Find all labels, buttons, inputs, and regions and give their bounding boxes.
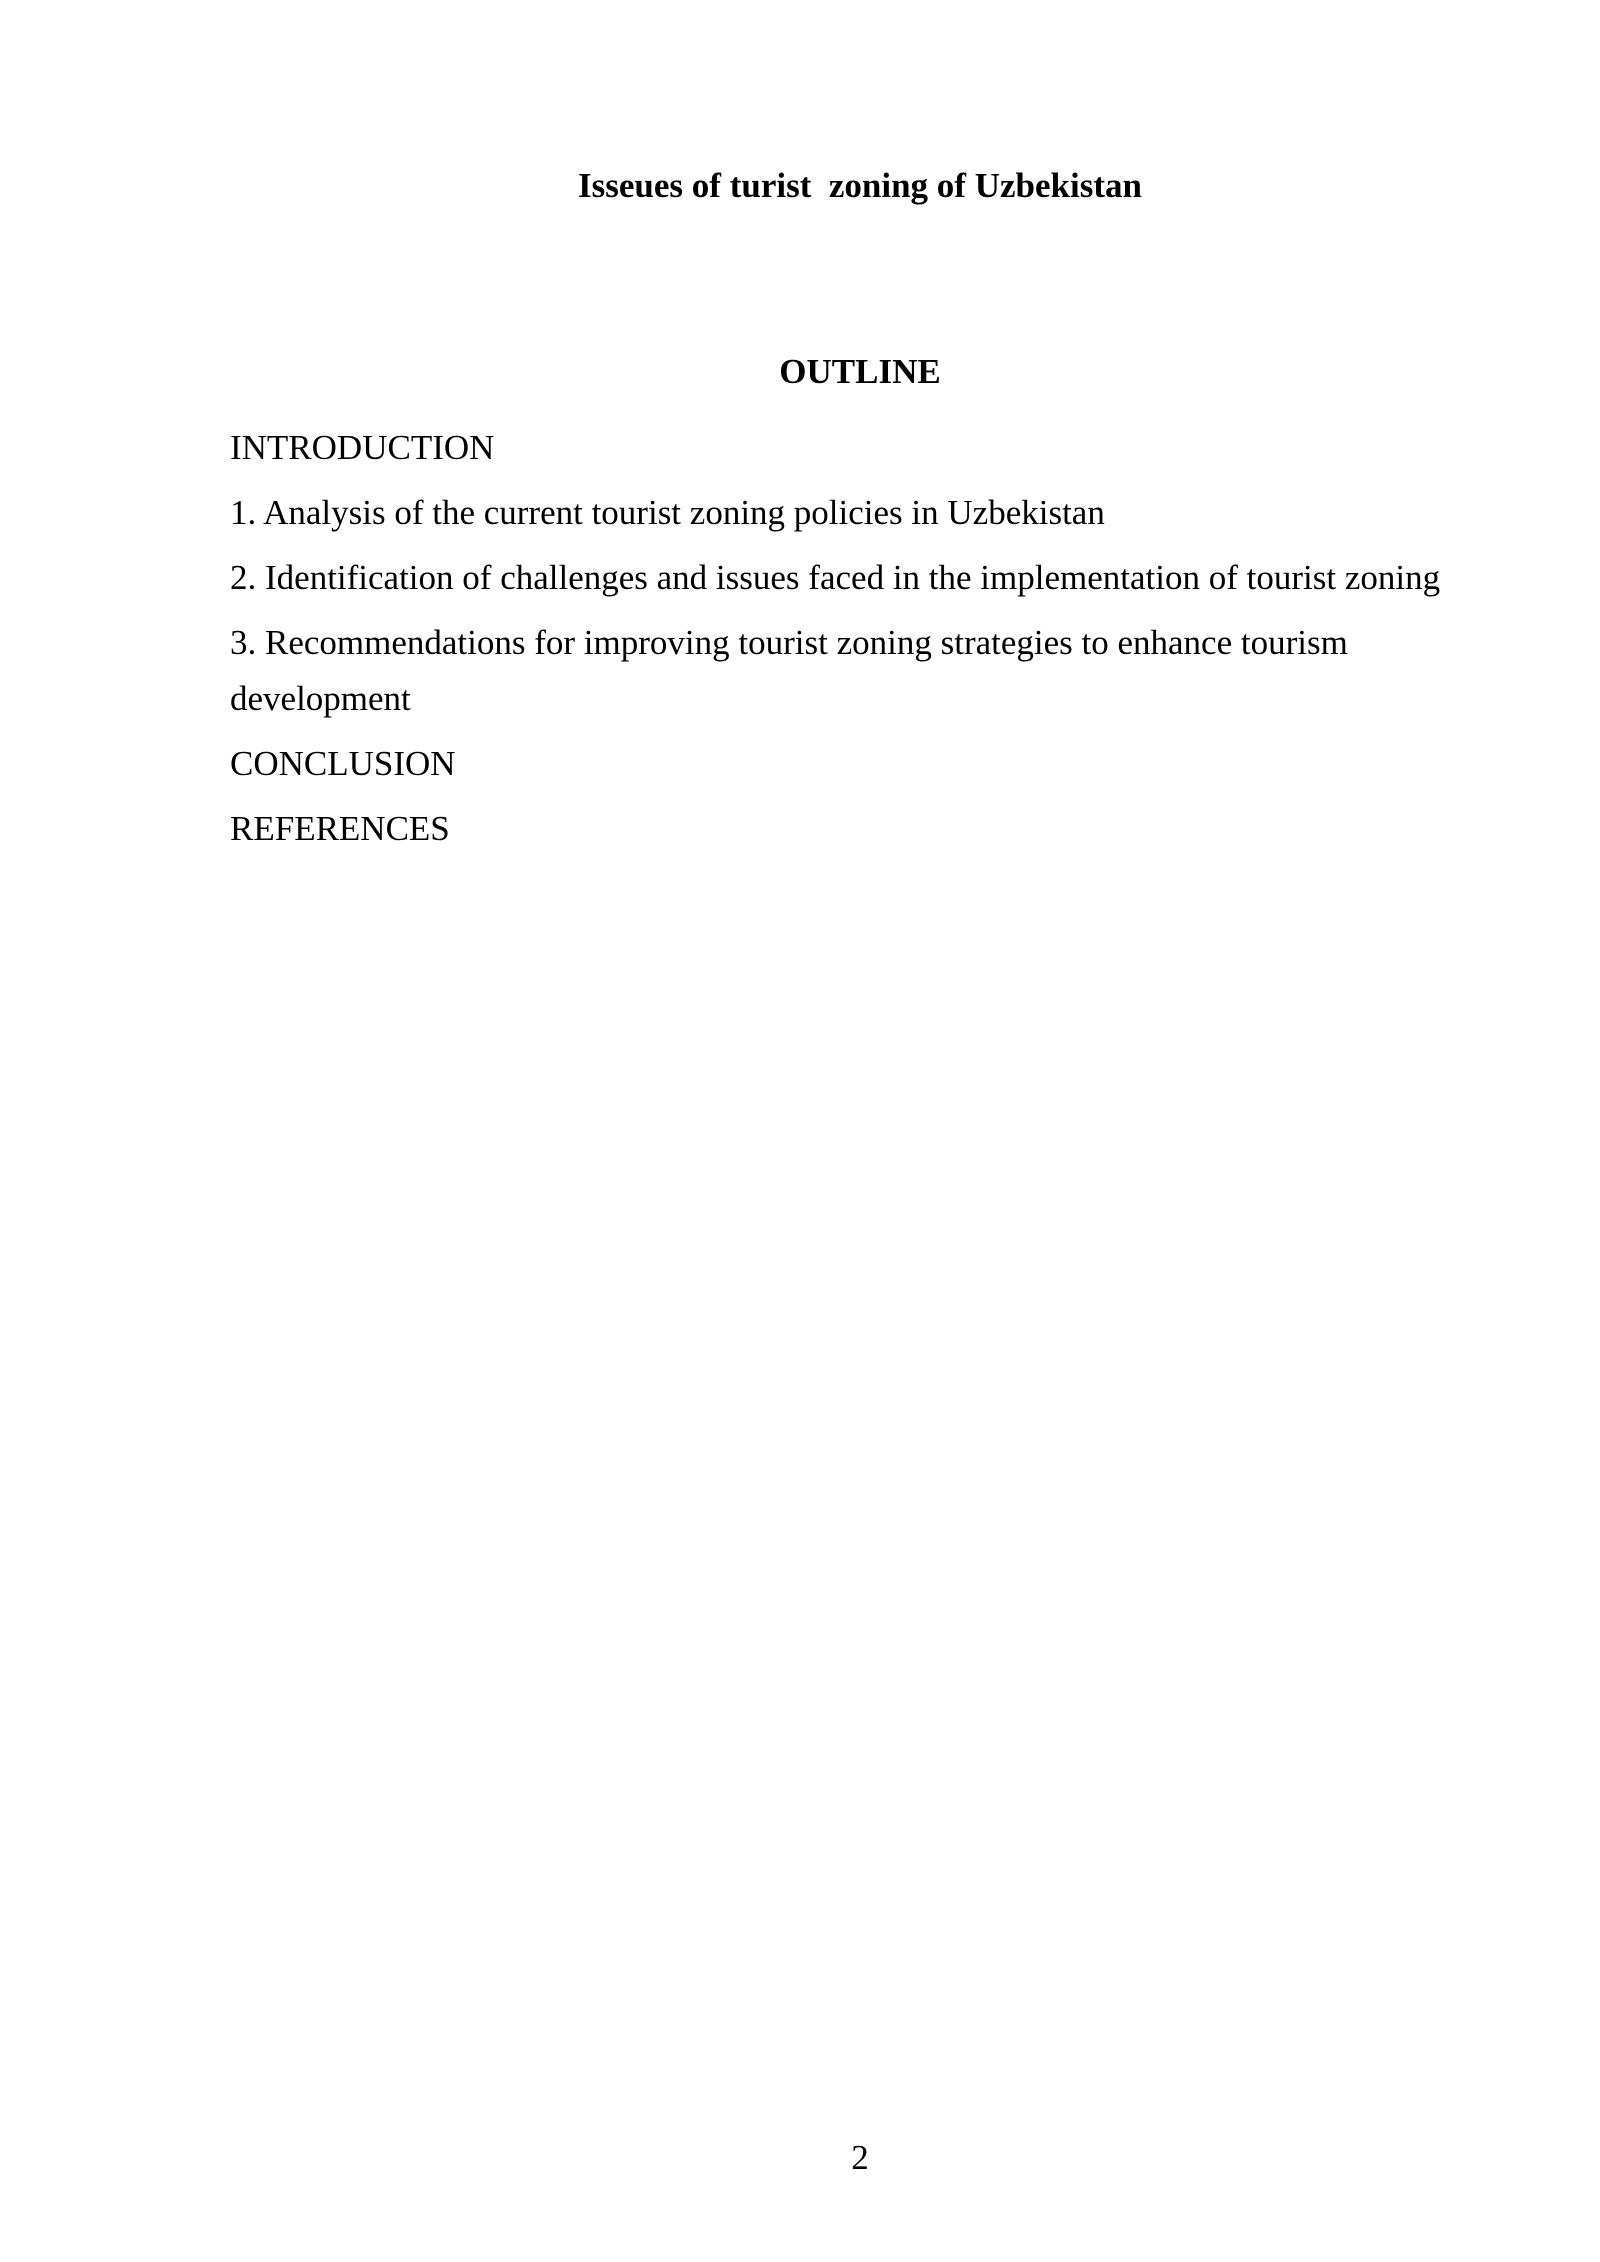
outline-item-1: 1. Analysis of the current tourist zoning policies in Uzbekistan [230, 493, 1105, 532]
outline-list [230, 420, 1470, 866]
outline-item-3: 3. Recommendations for improving tourist zoning strategies to enhance tourism development [230, 623, 1348, 718]
outline-item-introduction: INTRODUCTION [230, 428, 495, 467]
outline-item-2: 2. Identification of challenges and issues faced in the implementation of tourist zoning [230, 558, 1441, 597]
outline-item-conclusion: CONCLUSION [230, 744, 456, 783]
document-title: Isseues of turist zoning of Uzbekistan [578, 166, 1142, 205]
page-number: 2 [851, 2138, 869, 2177]
outline-heading: OUTLINE [779, 352, 941, 391]
outline-item-references: REFERENCES [230, 809, 450, 848]
